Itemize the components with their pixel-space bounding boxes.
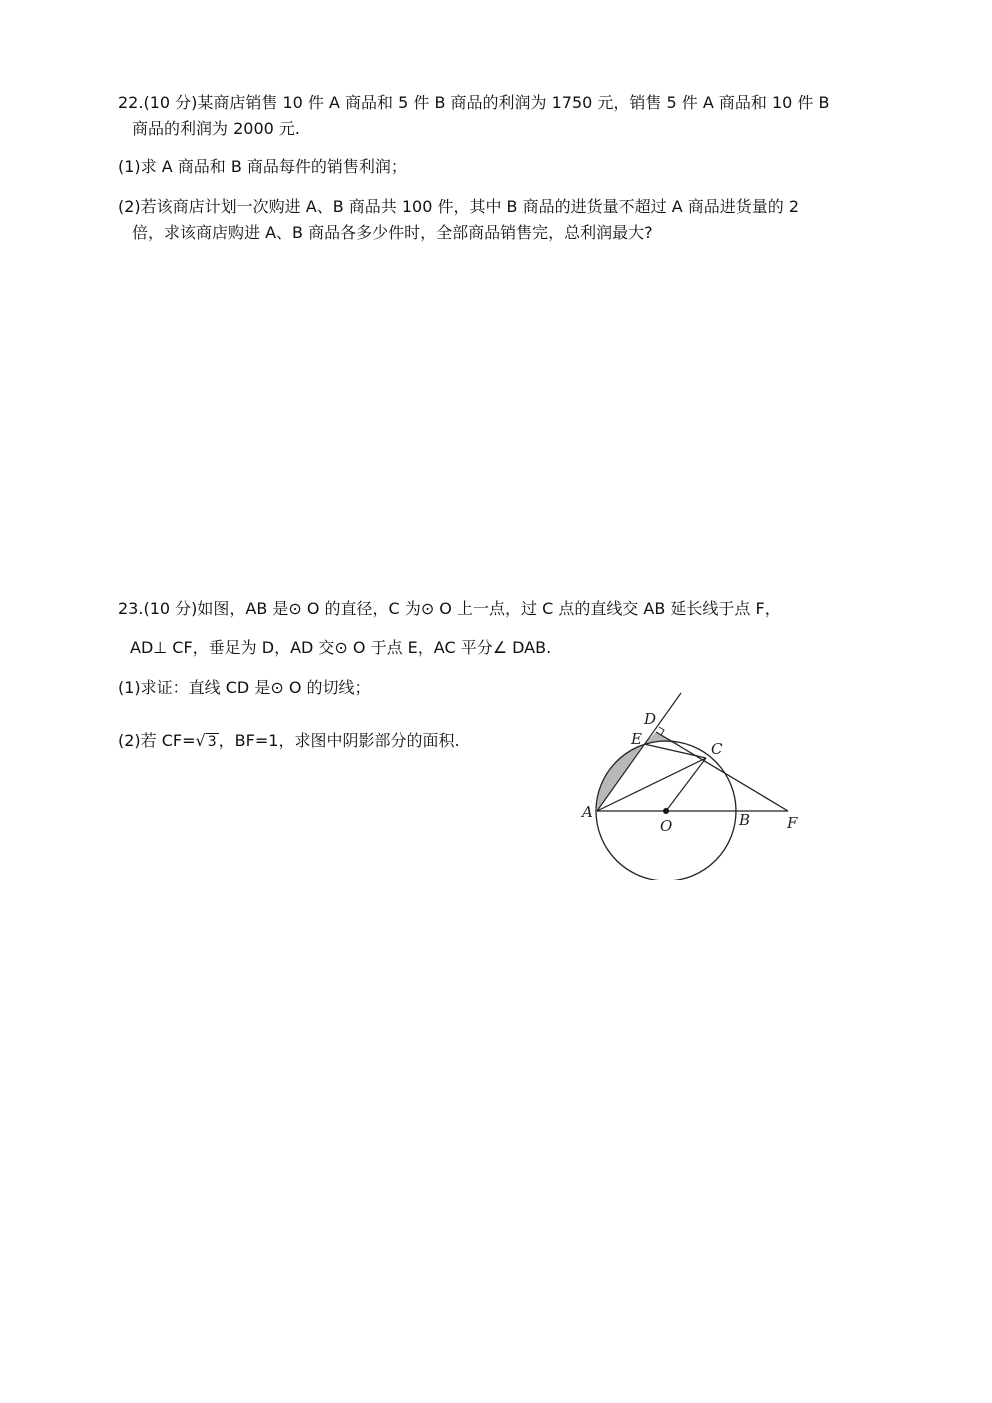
- label-f: F: [787, 814, 798, 832]
- label-e: E: [631, 730, 642, 748]
- label-a: A: [582, 803, 593, 821]
- q23-line-1: 23.(10 分)如图，AB 是⊙ O 的直径，C 为⊙ O 上一点，过 C 点的直线交 AB 延长线于点 F，: [118, 599, 781, 618]
- q22-part-2-line-2: 倍，求该商店购进 A、B 商品各多少件时，全部商品销售完，总利润最大?: [132, 223, 653, 242]
- q23-part-2-prefix: (2)若 CF=: [118, 731, 196, 750]
- center-dot: [663, 808, 669, 814]
- line-oc: [666, 758, 706, 811]
- line-ad: [597, 693, 681, 811]
- q22-part-2-line-1: (2)若该商店计划一次购进 A、B 商品共 100 件，其中 B 商品的进货量不超过 A 商品进货量的 2: [118, 197, 800, 216]
- sqrt-radicand: 3: [207, 734, 217, 750]
- geometry-figure: [576, 686, 802, 880]
- label-o: O: [660, 817, 673, 835]
- q22-line-1: 22.(10 分)某商店销售 10 件 A 商品和 5 件 B 商品的利润为 1750 元，销售 5 件 A 商品和 10 件 B: [118, 93, 830, 112]
- label-b: B: [739, 811, 751, 829]
- q22-part-1: (1)求 A 商品和 B 商品每件的销售利润；: [118, 157, 407, 176]
- q22-line-2: 商品的利润为 2000 元.: [132, 119, 300, 138]
- sqrt-expression: √ 3: [195, 731, 217, 750]
- label-c: C: [711, 740, 723, 758]
- label-d: D: [644, 710, 657, 728]
- q23-part-2: [118, 730, 460, 753]
- q23-part-2-suffix: ，BF=1，求图中阴影部分的面积.: [218, 731, 460, 750]
- q23-line-2: AD⊥ CF，垂足为 D，AD 交⊙ O 于点 E，AC 平分∠ DAB.: [130, 638, 552, 657]
- q23-part-1: (1)求证：直线 CD 是⊙ O 的切线；: [118, 678, 371, 697]
